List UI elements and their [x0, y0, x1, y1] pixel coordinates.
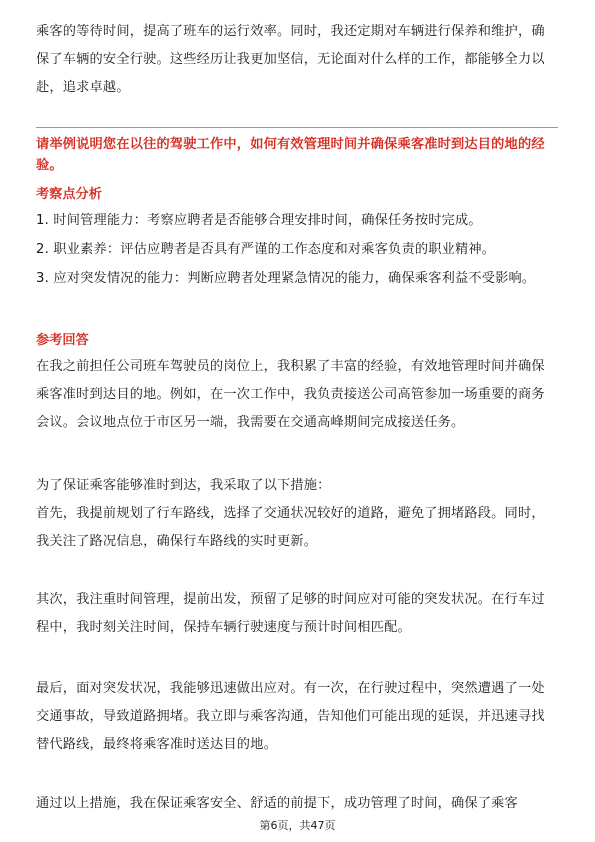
- answer-paragraph-1: 在我之前担任公司班车驾驶员的岗位上，我积累了丰富的经验，有效地管理时间并确保乘客准时到达目的地。例如，在一次工作中，我负责接送公司高管参加一场重要的商务会议。会议地点位于市区另一端，我需要在交通高峰期间完成接送任务。: [36, 359, 545, 430]
- answer-paragraph-6: 通过以上措施，我在保证乘客安全、舒适的前提下，成功管理了时间，确保了乘客: [36, 796, 518, 811]
- analysis-item-3: 3. 应对突发情况的能力：判断应聘者处理紧急情况的能力，确保乘客利益不受影响。: [36, 271, 536, 286]
- answer-paragraph-2: 为了保证乘客能够准时到达，我采取了以下措施：: [36, 478, 331, 493]
- page-number-footer: 第6页，共47页: [259, 819, 336, 832]
- analysis-item-1: 1. 时间管理能力：考察应聘者是否能够合理安排时间，确保任务按时完成。: [36, 213, 482, 228]
- intro-paragraph: 乘客的等待时间，提高了班车的运行效率。同时，我还定期对车辆进行保养和维护，确保了车辆的安全行驶。这些经历让我更加坚信，无论面对什么样的工作，都能够全力以赴，追求卓越。: [36, 24, 545, 95]
- answer-paragraph-5: 最后，面对突发状况，我能够迅速做出应对。有一次，在行驶过程中，突然遭遇了一处交通事故，导致道路拥堵。我立即与乘客沟通，告知他们可能出现的延误，并迅速寻找替代路线，最终将乘客准时送达目的地。: [36, 681, 545, 752]
- answer-paragraph-4: 其次，我注重时间管理，提前出发，预留了足够的时间应对可能的突发状况。在行车过程中，我时刻关注时间，保持车辆行驶速度与预计时间相匹配。: [36, 592, 545, 635]
- document-page: [36, 0, 558, 842]
- answer-title: 参考回答: [36, 333, 89, 348]
- question-heading: 请举例说明您在以往的驾驶工作中，如何有效管理时间并确保乘客准时到达目的地的经验。: [36, 137, 545, 173]
- answer-paragraph-3: 首先，我提前规划了行车路线，选择了交通状况较好的道路，避免了拥堵路段。同时，我关注了路况信息，确保行车路线的实时更新。: [36, 506, 545, 549]
- section-divider: [36, 127, 558, 128]
- analysis-item-2: 2. 职业素养：评估应聘者是否具有严谨的工作态度和对乘客负责的职业精神。: [36, 242, 496, 257]
- analysis-title: 考察点分析: [36, 187, 102, 202]
